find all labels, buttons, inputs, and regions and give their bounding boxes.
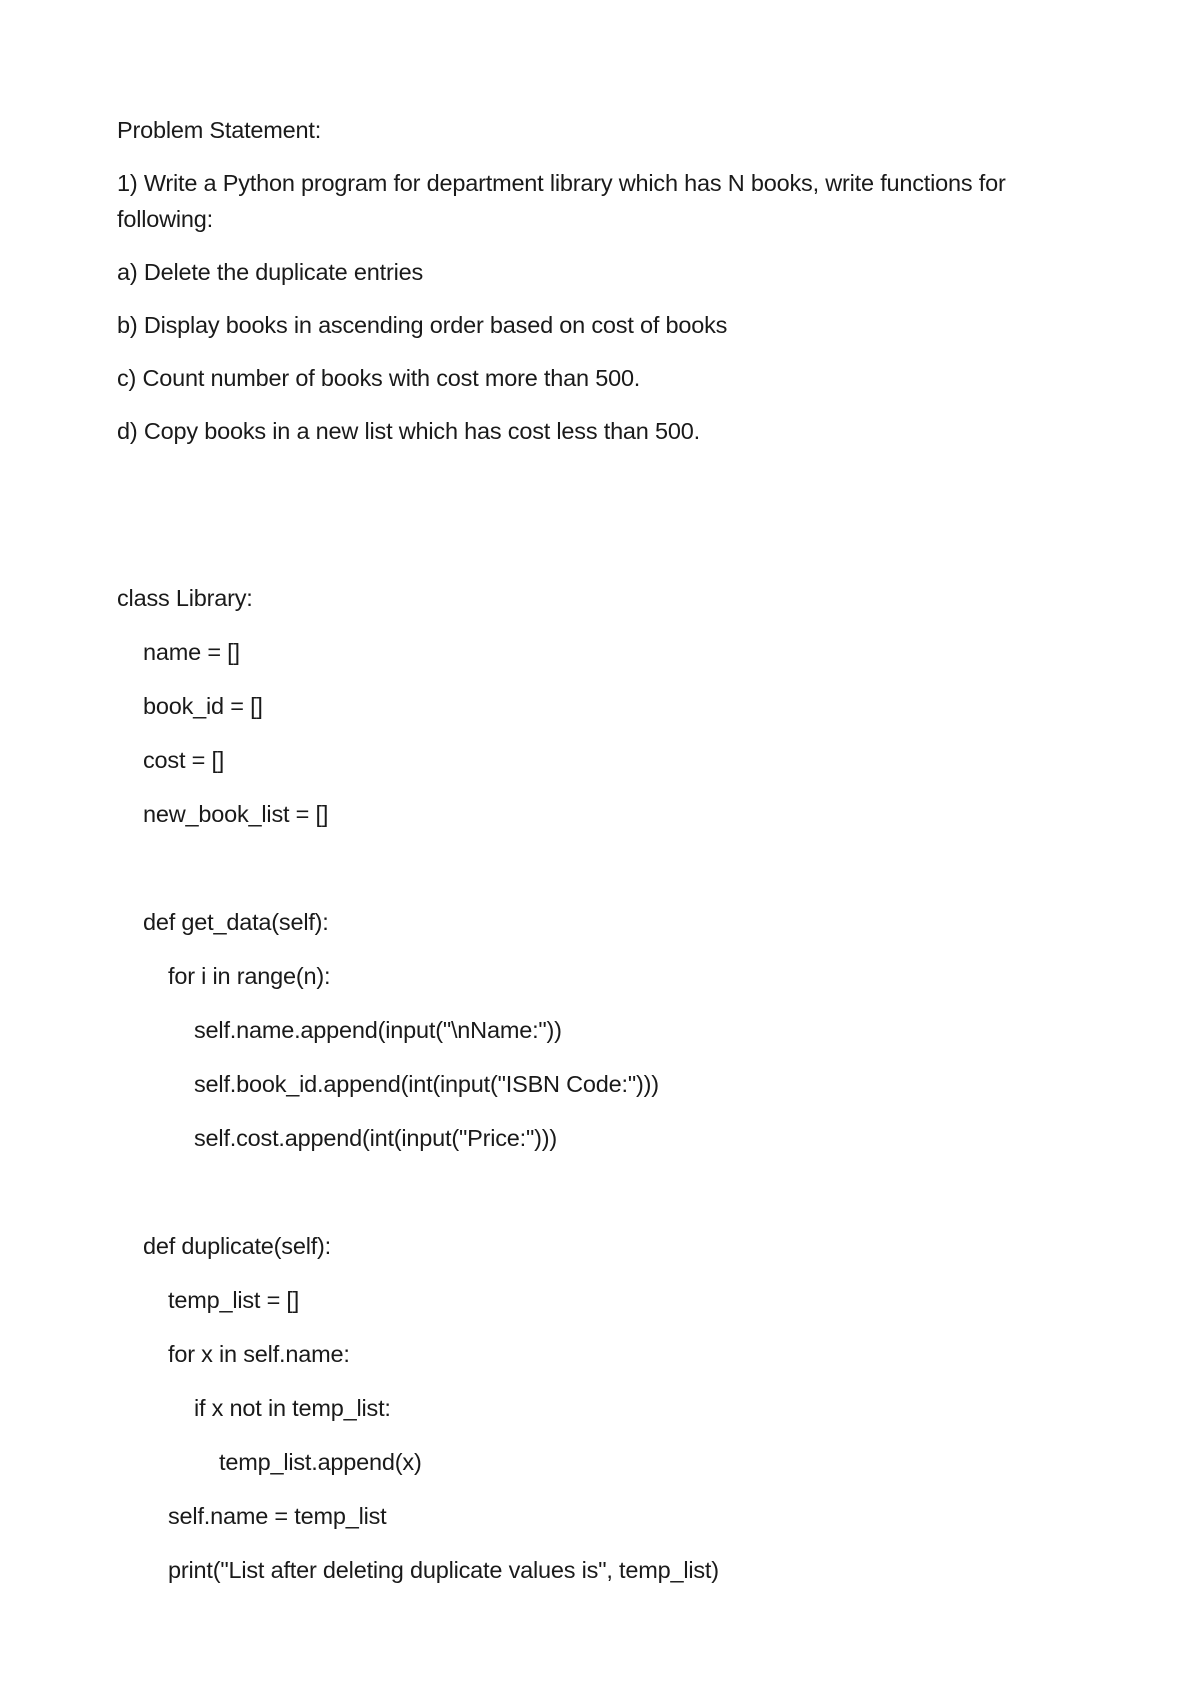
code-line-if-not-in: if x not in temp_list: <box>194 1395 391 1421</box>
code-line-new-book-list: new_book_list = [] <box>143 801 329 827</box>
problem-statement <box>117 112 1097 466</box>
code-line-class: class Library: <box>117 585 253 611</box>
code-line-for-x: for x in self.name: <box>168 1341 350 1367</box>
problem-item-a: a) Delete the duplicate entries <box>117 259 424 285</box>
code-line-cost: cost = [] <box>143 747 225 773</box>
code-line-name: name = [] <box>143 639 240 665</box>
code-listing <box>117 580 1097 1606</box>
code-line-print: print("List after deleting duplicate values is", temp_list) <box>168 1557 719 1583</box>
problem-item-d: d) Copy books in a new list which has cost less than 500. <box>117 418 700 444</box>
code-line-temp-list: temp_list = [] <box>168 1287 300 1313</box>
code-line-append-price: self.cost.append(int(input("Price:"))) <box>194 1125 558 1151</box>
problem-question: 1) Write a Python program for department library which has N books, write functions for following: <box>117 170 1012 232</box>
code-line-def-duplicate: def duplicate(self): <box>143 1233 332 1259</box>
code-line-assign-name: self.name = temp_list <box>168 1503 387 1529</box>
code-line-book-id: book_id = [] <box>143 693 263 719</box>
code-line-temp-append: temp_list.append(x) <box>219 1449 422 1475</box>
code-line-append-isbn: self.book_id.append(int(input("ISBN Code:"))) <box>194 1071 659 1097</box>
problem-item-b: b) Display books in ascending order based on cost of books <box>117 312 728 338</box>
code-line-append-name: self.name.append(input("\nName:")) <box>194 1017 562 1043</box>
code-line-def-get-data: def get_data(self): <box>143 909 329 935</box>
code-line-blank <box>117 850 1097 904</box>
problem-title: Problem Statement: <box>117 117 322 143</box>
code-line-for-range: for i in range(n): <box>168 963 331 989</box>
code-line-blank <box>117 1174 1097 1228</box>
problem-item-c: c) Count number of books with cost more than 500. <box>117 365 641 391</box>
